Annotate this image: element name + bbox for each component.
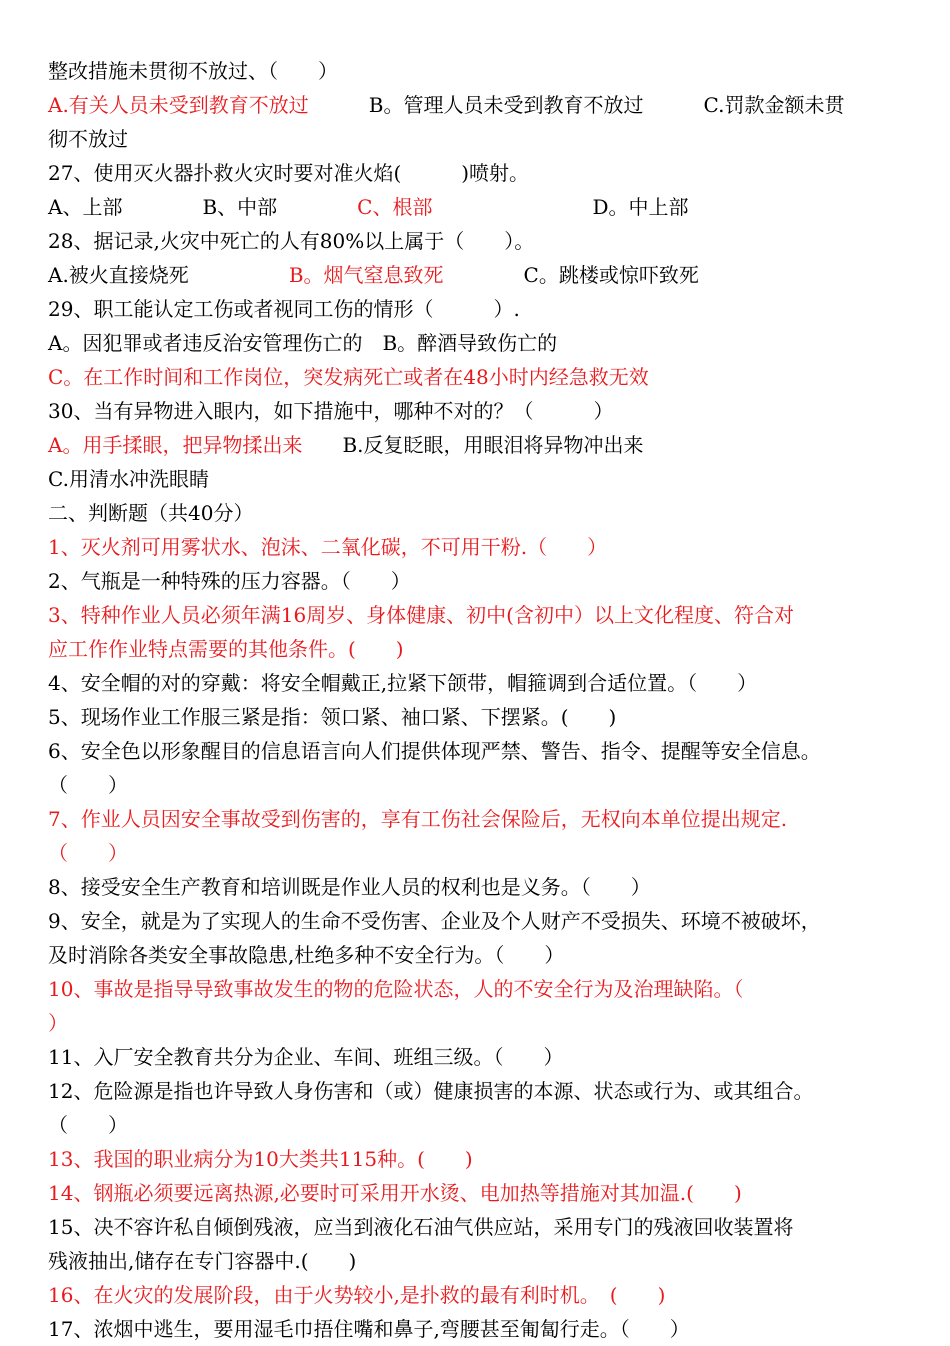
text-line: 二、判断题（共40分） (48, 501, 254, 525)
text-line: 6、安全色以形象醒目的信息语言向人们提供体现严禁、警告、指令、提醒等安全信息。 (48, 739, 821, 763)
text-segment: C。跳楼或惊吓致死 (443, 263, 699, 287)
text-segment: B。管理人员未受到教育不放过 C.罚款金额未贯 (308, 93, 845, 117)
text-line: 彻不放过 (48, 127, 128, 151)
text-line (48, 88, 908, 122)
text-line: （ ） (48, 841, 128, 865)
text-line: 4、安全帽的对的穿戴：将安全帽戴正,拉紧下颌带，帽箍调到合适位置。（ ） (48, 671, 758, 695)
text-segment: A、上部 B、中部 (48, 195, 358, 219)
text-line: A。因犯罪或者违反治安管理伤亡的 B。醉酒导致伤亡的 (48, 331, 558, 355)
text-line: 29、职工能认定工伤或者视同工伤的情形（ ）. (48, 297, 520, 321)
text-line: 10、事故是指导导致事故发生的物的危险状态，人的不安全行为及治理缺陷。（ (48, 977, 744, 1001)
text-line: 27、使用灭火器扑救火灾时要对准火焰( )喷射。 (48, 161, 530, 185)
text-line: 3、特种作业人员必须年满16周岁、身体健康、初中(含初中）以上文化程度、符合对 (48, 603, 794, 627)
text-line: 13、我国的职业病分为10大类共115种。( ) (48, 1147, 473, 1171)
text-line: 11、入厂安全教育共分为企业、车间、班组三级。（ ） (48, 1045, 564, 1069)
answer-highlight: C、根部 (357, 195, 433, 219)
text-line: 30、当有异物进入眼内，如下措施中，哪种不对的？（ ） (48, 399, 614, 423)
text-line: 1、灭火剂可用雾状水、泡沫、二氧化碳，不可用干粉.（ ） (48, 535, 608, 559)
text-line: C.用清水冲洗眼睛 (48, 467, 209, 491)
text-line: 28、据记录,火灾中死亡的人有80%以上属于（ ）。 (48, 229, 535, 253)
text-segment: B.反复眨眼，用眼泪将异物冲出来 (302, 433, 644, 457)
text-line: 整改措施未贯彻不放过、（ ） (48, 59, 338, 83)
document-page (48, 54, 908, 1346)
answer-highlight: A.有关人员未受到教育不放过 (48, 93, 309, 117)
text-line: 5、现场作业工作服三紧是指：领口紧、袖口紧、下摆紧。( ) (48, 705, 617, 729)
text-line: （ ） (48, 773, 128, 797)
answer-highlight: B。烟气窒息致死 (288, 263, 444, 287)
text-line: 应工作作业特点需要的其他条件。( ) (48, 637, 404, 661)
text-segment: A.被火直接烧死 (48, 263, 289, 287)
text-line: 15、决不容许私自倾倒残液，应当到液化石油气供应站，采用专门的残液回收装置将 (48, 1215, 794, 1239)
text-line: 12、危险源是指也许导致人身伤害和（或）健康损害的本源、状态或行为、或其组合。 (48, 1079, 814, 1103)
text-line: 9、安全，就是为了实现人的生命不受伤害、企业及个人财产不受损失、环境不被破坏， (48, 909, 821, 933)
text-line: ） (48, 1011, 68, 1035)
text-line: （ ） (48, 1113, 128, 1137)
text-line: 及时消除各类安全事故隐患,杜绝多种不安全行为。（ ） (48, 943, 565, 967)
answer-highlight: A。用手揉眼，把异物揉出来 (48, 433, 303, 457)
text-line: 2、气瓶是一种特殊的压力容器。（ ） (48, 569, 411, 593)
text-line: 16、在火灾的发展阶段，由于火势较小,是扑救的最有利时机。 ( ) (48, 1283, 666, 1307)
text-line: 7、作业人员因安全事故受到伤害的，享有工伤社会保险后，无权向本单位提出规定. (48, 807, 788, 831)
text-segment: D。中上部 (432, 195, 689, 219)
text-line (48, 190, 908, 224)
text-line (48, 428, 908, 462)
text-line: 8、接受安全生产教育和培训既是作业人员的权利也是义务。（ ） (48, 875, 651, 899)
text-line: 残液抽出,储存在专门容器中.( ) (48, 1249, 357, 1273)
text-line: C。在工作时间和工作岗位，突发病死亡或者在48小时内经急救无效 (48, 365, 649, 389)
text-line: 17、浓烟中逃生，要用湿毛巾捂住嘴和鼻子,弯腰甚至匍匐行走。（ ） (48, 1317, 690, 1341)
text-line: 14、钢瓶必须要远离热源,必要时可采用开水烫、电加热等措施对其加温.( ) (48, 1181, 742, 1205)
text-line (48, 258, 908, 292)
